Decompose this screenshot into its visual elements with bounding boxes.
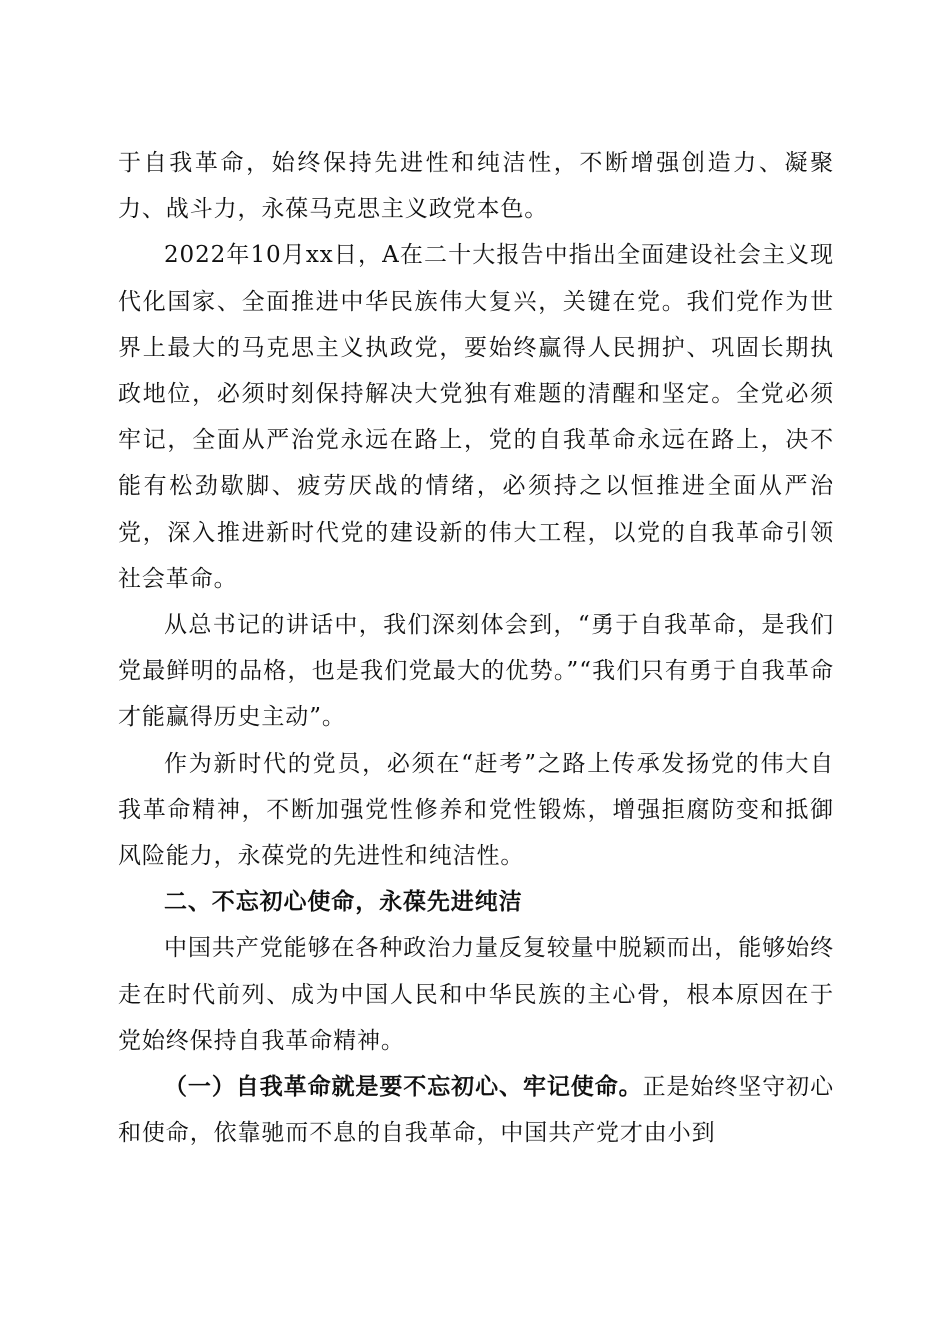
subsection-text: 正是始终坚守初心和使命，依靠驰而不息的自我革命，中国共产党才由小到 <box>118 1074 835 1147</box>
paragraph-section-intro: 中国共产党能够在各种政治力量反复较量中脱颖而出，能够始终走在时代前列、成为中国人民和中华民族的主心骨，根本原因在于党始终保持自我革命精神。 <box>118 935 834 1054</box>
paragraph-subsection <box>118 1064 834 1156</box>
paragraph-report: 2022年10月xx日，A在二十大报告中指出全面建设社会主义现代化国家、全面推进中华民族伟大复兴，关键在党。我们党作为世界上最大的马克思主义执政党，要始终赢得人民拥护、巩固长期执政地位，必须时刻保持解决大党独有难题的清醒和坚定。全党必须牢记，全面从严治党永远在路上，党的自我革命永远在路上，决不能有松劲歇脚、疲劳厌战的情绪，必须持之以恒推进全面从严治党，深入推进新时代党的建设新的伟大工程，以党的自我革命引领社会革命。 <box>118 242 834 592</box>
subsection-heading: （一）自我革命就是要不忘初心、牢记使命。 <box>164 1074 643 1101</box>
paragraph-continuation: 于自我革命，始终保持先进性和纯洁性，不断增强创造力、凝聚力、战斗力，永葆马克思主义政党本色。 <box>118 150 834 223</box>
section-heading: 二、不忘初心使命，永葆先进纯洁 <box>164 889 523 916</box>
paragraph-party-member: 作为新时代的党员，必须在“赶考”之路上传承发扬党的伟大自我革命精神，不断加强党性修养和党性锻炼，增强拒腐防变和抵御风险能力，永葆党的先进性和纯洁性。 <box>118 750 834 870</box>
document-body <box>118 140 834 1156</box>
paragraph-speech-quote: 从总书记的讲话中，我们深刻体会到，“勇于自我革命，是我们党最鲜明的品格，也是我们党最大的优势。”“我们只有勇于自我革命才能赢得历史主动”。 <box>118 612 834 731</box>
